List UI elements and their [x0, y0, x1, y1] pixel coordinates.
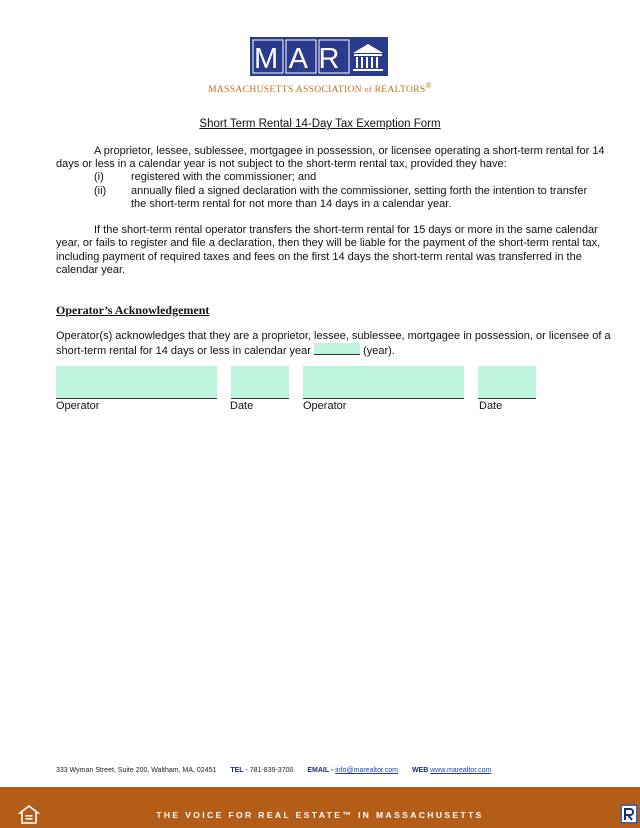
acknowledgement-line-2-text: short-term rental for 14 days or less in calendar year — [56, 345, 311, 357]
date-1-label: Date — [230, 400, 254, 412]
liability-line-2: year, or fails to register and file a declaration, then they will be liable for the payment of the short-term rental tax, — [56, 237, 601, 249]
year-input[interactable] — [314, 343, 360, 355]
logo-letters: MAR — [254, 43, 350, 75]
operator-2-label: Operator — [303, 400, 347, 412]
intro-line-1: A proprietor, lessee, sublessee, mortgagee in possession, or licensee operating a short-term rental for 14 — [94, 145, 605, 157]
operator-2-signature-field[interactable] — [303, 366, 464, 399]
org-name — [0, 81, 640, 95]
date-1-field[interactable] — [231, 366, 289, 399]
realtor-r-icon — [620, 804, 638, 824]
item-2-continuation: the short-term rental for not more than 14 days in a calendar year. — [131, 198, 452, 210]
item-1-text: registered with the commissioner; and — [131, 171, 317, 183]
item-2-text: annually filed a signed declaration with the commissioner, setting forth the intention to transfer — [131, 185, 588, 197]
org-name-main: MASSACHUSETTS ASSOCIATION — [208, 84, 362, 96]
org-name-realtors: REALTORS — [374, 84, 426, 96]
footer-web-link[interactable]: www.marealtor.com — [430, 767, 492, 774]
footer-web-label: WEB — [411, 767, 429, 774]
org-name-of: of — [364, 85, 372, 95]
form-title: Short Term Rental 14-Day Tax Exemption Form — [199, 118, 441, 130]
footer-address: 333 Wyman Street, Suite 200, Waltham, MA, 02451 — [56, 767, 217, 774]
footer-email-link[interactable]: info@marealtor.com — [335, 767, 398, 774]
footer-tel: - 781-839-3700 — [245, 767, 294, 774]
date-2-field[interactable] — [478, 366, 536, 399]
item-1-number: (i) — [94, 171, 104, 183]
mar-logo — [250, 37, 388, 76]
footer-contact — [56, 767, 491, 774]
org-name-registered: ® — [425, 81, 432, 90]
liability-line-3: including payment of required taxes and fees on the first 14 days the short-term rental was transferred in the — [56, 251, 582, 263]
liability-line-4: calendar year. — [56, 264, 126, 276]
acknowledgement-line-1: Operator(s) acknowledges that they are a proprietor, lessee, sublessee, mortgagee in possession, or licensee of a — [56, 330, 611, 342]
acknowledgement-heading: Operator’s Acknowledgement — [56, 303, 210, 317]
operator-1-signature-field[interactable] — [56, 366, 217, 399]
footer-email-label: EMAIL - — [307, 767, 334, 774]
liability-line-1: If the short-term rental operator transfers the short-term rental for 15 days or more in the same calendar — [94, 224, 598, 236]
year-suffix: (year). — [363, 345, 395, 357]
intro-line-2: days or less in a calendar year is not subject to the short-term rental tax, provided they have: — [56, 158, 507, 170]
date-2-label: Date — [479, 400, 503, 412]
operator-1-label: Operator — [56, 400, 100, 412]
footer-tagline: THE VOICE FOR REAL ESTATE™ IN MASSACHUSETTS — [156, 810, 484, 820]
footer-tel-label: TEL — [230, 767, 244, 774]
footer-band — [0, 787, 640, 828]
acknowledgement-line-2 — [56, 343, 395, 358]
item-2-number: (ii) — [94, 185, 107, 197]
